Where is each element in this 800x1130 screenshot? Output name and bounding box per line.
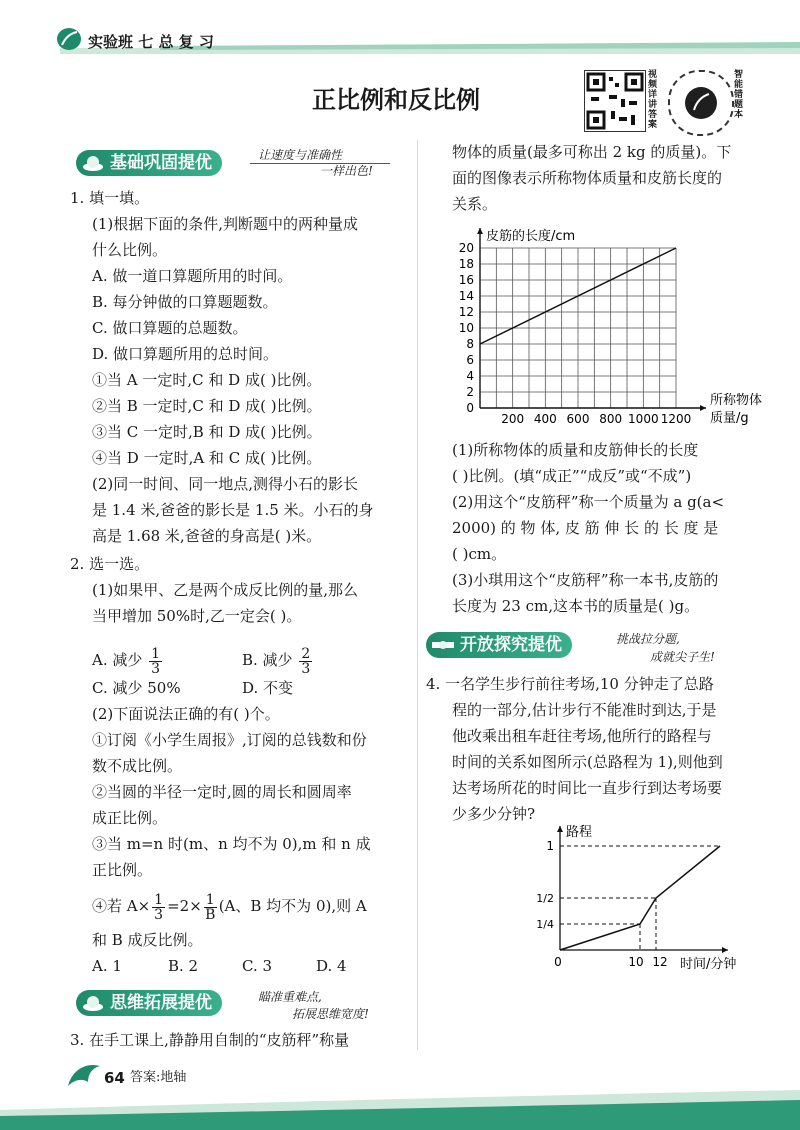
y-tick-label: 6 (466, 353, 474, 367)
y-axis-arrow (557, 826, 563, 832)
text-line: 他改乘出租车赶往考场,他所行的路程与 (452, 727, 712, 745)
text-line: 长度为 23 cm,这本书的质量是( )g。 (452, 597, 700, 615)
text-line: ( )比例。(填“成正”“成反”或“不成”) (452, 467, 692, 485)
y-tick-label: 20 (458, 241, 474, 255)
y-tick-label: 12 (458, 305, 474, 319)
section-label: 思维拓展提优 (110, 993, 212, 1013)
text-line: (1)所称物体的质量和皮筋伸长的长度 (452, 441, 699, 459)
answer-c: C. 3 (242, 957, 273, 975)
section-slogan-2: 拓展思维宽度! (292, 1007, 369, 1021)
frac-num: 1 (151, 645, 161, 662)
option-c: C. 减少 50% (92, 679, 181, 697)
text-line: 物体的质量(最多可称出 2 kg 的质量)。下 (452, 143, 732, 161)
text-line: A. 做一道口算题所用的时间。 (92, 267, 293, 285)
qr-caption-wrongbook: 智能错题本 (734, 70, 744, 120)
page-number: 64 (104, 1069, 125, 1087)
origin-label: 0 (466, 401, 474, 415)
q4-title: 4. 一名学生步行前往考场,10 分钟走了总路 (426, 675, 714, 693)
option-a-label: A. 减少 (92, 651, 143, 669)
option-b-label: B. 减少 (242, 651, 293, 669)
y-axis-arrow (477, 228, 483, 234)
slogan-underline (250, 163, 390, 164)
section-label: 开放探究提优 (460, 635, 562, 655)
text-line: 少多少分钟? (452, 805, 536, 823)
section-banner-basic (76, 150, 222, 176)
option-b (242, 640, 314, 680)
option-d: D. 不变 (242, 679, 294, 697)
text-line: 数不成比例。 (92, 757, 183, 775)
page-title: 正比例和反比例 (312, 86, 480, 114)
text-span: =2× (167, 897, 202, 915)
text-line: 高是 1.68 米,爸爸的身高是( )米。 (92, 527, 322, 545)
text-line: 2000) 的 物 体, 皮 筋 伸 长 的 长 度 是 (452, 519, 719, 537)
text-span: ④若 A× (92, 897, 151, 915)
y-tick-label: 4 (466, 369, 474, 383)
y-tick-label: 1 (546, 839, 554, 853)
hat-icon (82, 153, 104, 173)
y-tick-label: 14 (458, 289, 474, 303)
q2-title: 2. 选一选。 (70, 555, 150, 573)
leaf-logo-icon (56, 26, 82, 52)
x-axis-label: 质量/g (710, 411, 749, 426)
text-line: ③当 C 一定时,B 和 D 成( )比例。 (92, 423, 322, 441)
text-line: 成正比例。 (92, 809, 168, 827)
text-line: (2)下面说法正确的有( )个。 (92, 705, 280, 723)
column-divider (417, 140, 418, 1050)
y-tick-label: 2 (466, 385, 474, 399)
text-line: ③当 m=n 时(m、n 均不为 0),m 和 n 成 (92, 835, 371, 853)
text-line: B. 每分钟做的口算题题数。 (92, 293, 278, 311)
statement-4 (92, 886, 367, 926)
x-tick-label: 1000 (628, 412, 659, 426)
satellite-icon (430, 635, 456, 655)
text-line: 和 B 成反比例。 (92, 931, 203, 949)
text-line: ( )cm。 (452, 545, 507, 563)
text-line: 达考场所花的时间比一直步行到达考场要 (452, 779, 723, 797)
section-slogan-1: 瞄准重难点, (258, 990, 322, 1004)
answer-d: D. 4 (316, 957, 347, 975)
text-line: ④当 D 一定时,A 和 C 成( )比例。 (92, 449, 322, 467)
fraction-one-third (152, 893, 165, 922)
section-banner-thinking (76, 990, 222, 1016)
text-line: C. 做口算题的总题数。 (92, 319, 248, 337)
text-line: 什么比例。 (92, 241, 168, 259)
leaf-badge-icon (670, 72, 732, 134)
footer-note: 答案:地轴 (130, 1070, 187, 1085)
y-tick-label: 16 (458, 273, 474, 287)
qr-code-wrongbook[interactable] (668, 70, 734, 136)
frac-den: 3 (154, 906, 164, 923)
frac-num: 1 (154, 891, 164, 908)
text-line: (2)用这个“皮筋秤”称一个质量为 a g(a< (452, 493, 725, 511)
text-line: 关系。 (452, 195, 498, 213)
text-line: 程的一部分,估计步行不能准时到达,于是 (452, 701, 717, 719)
qr-caption-video: 视频详讲答案 (648, 70, 658, 130)
section-banner-explore (426, 632, 572, 658)
text-line: ①订阅《小学生周报》,订阅的总钱数和份 (92, 731, 367, 749)
qr-code-video[interactable] (584, 70, 646, 132)
text-line: ②当圆的半径一定时,圆的周长和圆周率 (92, 783, 352, 801)
x-tick-label: 1200 (660, 412, 692, 426)
section-slogan-1: 挑战拉分题, (616, 632, 680, 646)
fraction-one-over-b (204, 893, 217, 922)
option-a (92, 640, 164, 680)
x-axis-label: 所称物体 (710, 393, 763, 408)
q1-title: 1. 填一填。 (70, 189, 150, 207)
text-line: (3)小琪用这个“皮筋秤”称一本书,皮筋的 (452, 571, 719, 589)
x-axis-arrow (700, 405, 706, 411)
answer-b: B. 2 (168, 957, 199, 975)
y-axis-label: 皮筋的长度/cm (486, 229, 576, 244)
y-tick-label: 8 (466, 337, 474, 351)
text-line: ②当 B 一定时,C 和 D 成( )比例。 (92, 397, 322, 415)
x-tick-label: 400 (533, 412, 557, 426)
text-line: 时间的关系如图所示(总路程为 1),则他到 (452, 753, 723, 771)
frac-num: 2 (301, 645, 311, 662)
frac-den: 3 (151, 660, 161, 677)
series-label: 实验班 七 总 复 习 (88, 33, 214, 51)
text-line: 面的图像表示所称物体质量和皮筋长度的 (452, 169, 723, 187)
answer-a: A. 1 (92, 957, 122, 975)
text-line: 是 1.4 米,爸爸的影长是 1.5 米。小石的身 (92, 501, 374, 519)
section-slogan-2: 一样出色! (320, 164, 373, 178)
text-line: 正比例。 (92, 861, 153, 879)
x-tick-label: 600 (566, 412, 590, 426)
section-label: 基础巩固提优 (110, 153, 212, 173)
dolphin-icon (64, 1056, 104, 1096)
frac-num: 1 (205, 891, 215, 908)
y-tick-label: 1/2 (536, 892, 554, 905)
q3-title: 3. 在手工课上,静静用自制的“皮筋秤”称量 (70, 1031, 350, 1049)
x-tick-label: 10 (628, 955, 644, 969)
section-slogan-1: 让速度与准确性 (258, 148, 343, 162)
x-tick-label: 200 (501, 412, 525, 426)
section-slogan-2: 成就尖子生! (650, 650, 715, 664)
fraction-one-third (149, 647, 162, 676)
rubber-band-chart (440, 220, 763, 436)
distance-time-chart (536, 820, 780, 980)
text-line: 当甲增加 50%时,乙一定会( )。 (92, 607, 302, 625)
frac-den: B (205, 906, 216, 923)
text-line: D. 做口算题所用的总时间。 (92, 345, 279, 363)
text-line: (2)同一时间、同一地点,测得小石的影长 (92, 475, 359, 493)
y-axis-label: 路程 (566, 825, 593, 840)
text-line: (1)根据下面的条件,判断题中的两种量成 (92, 215, 359, 233)
y-tick-label: 1/4 (536, 918, 554, 931)
text-line: ①当 A 一定时,C 和 D 成( )比例。 (92, 371, 322, 389)
x-axis-arrow (722, 947, 728, 953)
text-span: (A、B 均不为 0),则 A (218, 897, 367, 915)
qr-code-icon (585, 71, 645, 131)
hat-icon (82, 993, 104, 1013)
fraction-two-thirds (299, 647, 312, 676)
page-header (0, 0, 800, 70)
origin-label: 0 (554, 955, 562, 969)
x-axis-label: 时间/分钟 (680, 957, 737, 972)
x-tick-label: 800 (599, 412, 623, 426)
y-tick-label: 10 (458, 321, 474, 335)
text-line: (1)如果甲、乙是两个成反比例的量,那么 (92, 581, 359, 599)
y-tick-label: 18 (458, 257, 474, 271)
frac-den: 3 (301, 660, 311, 677)
x-tick-label: 12 (652, 955, 668, 969)
